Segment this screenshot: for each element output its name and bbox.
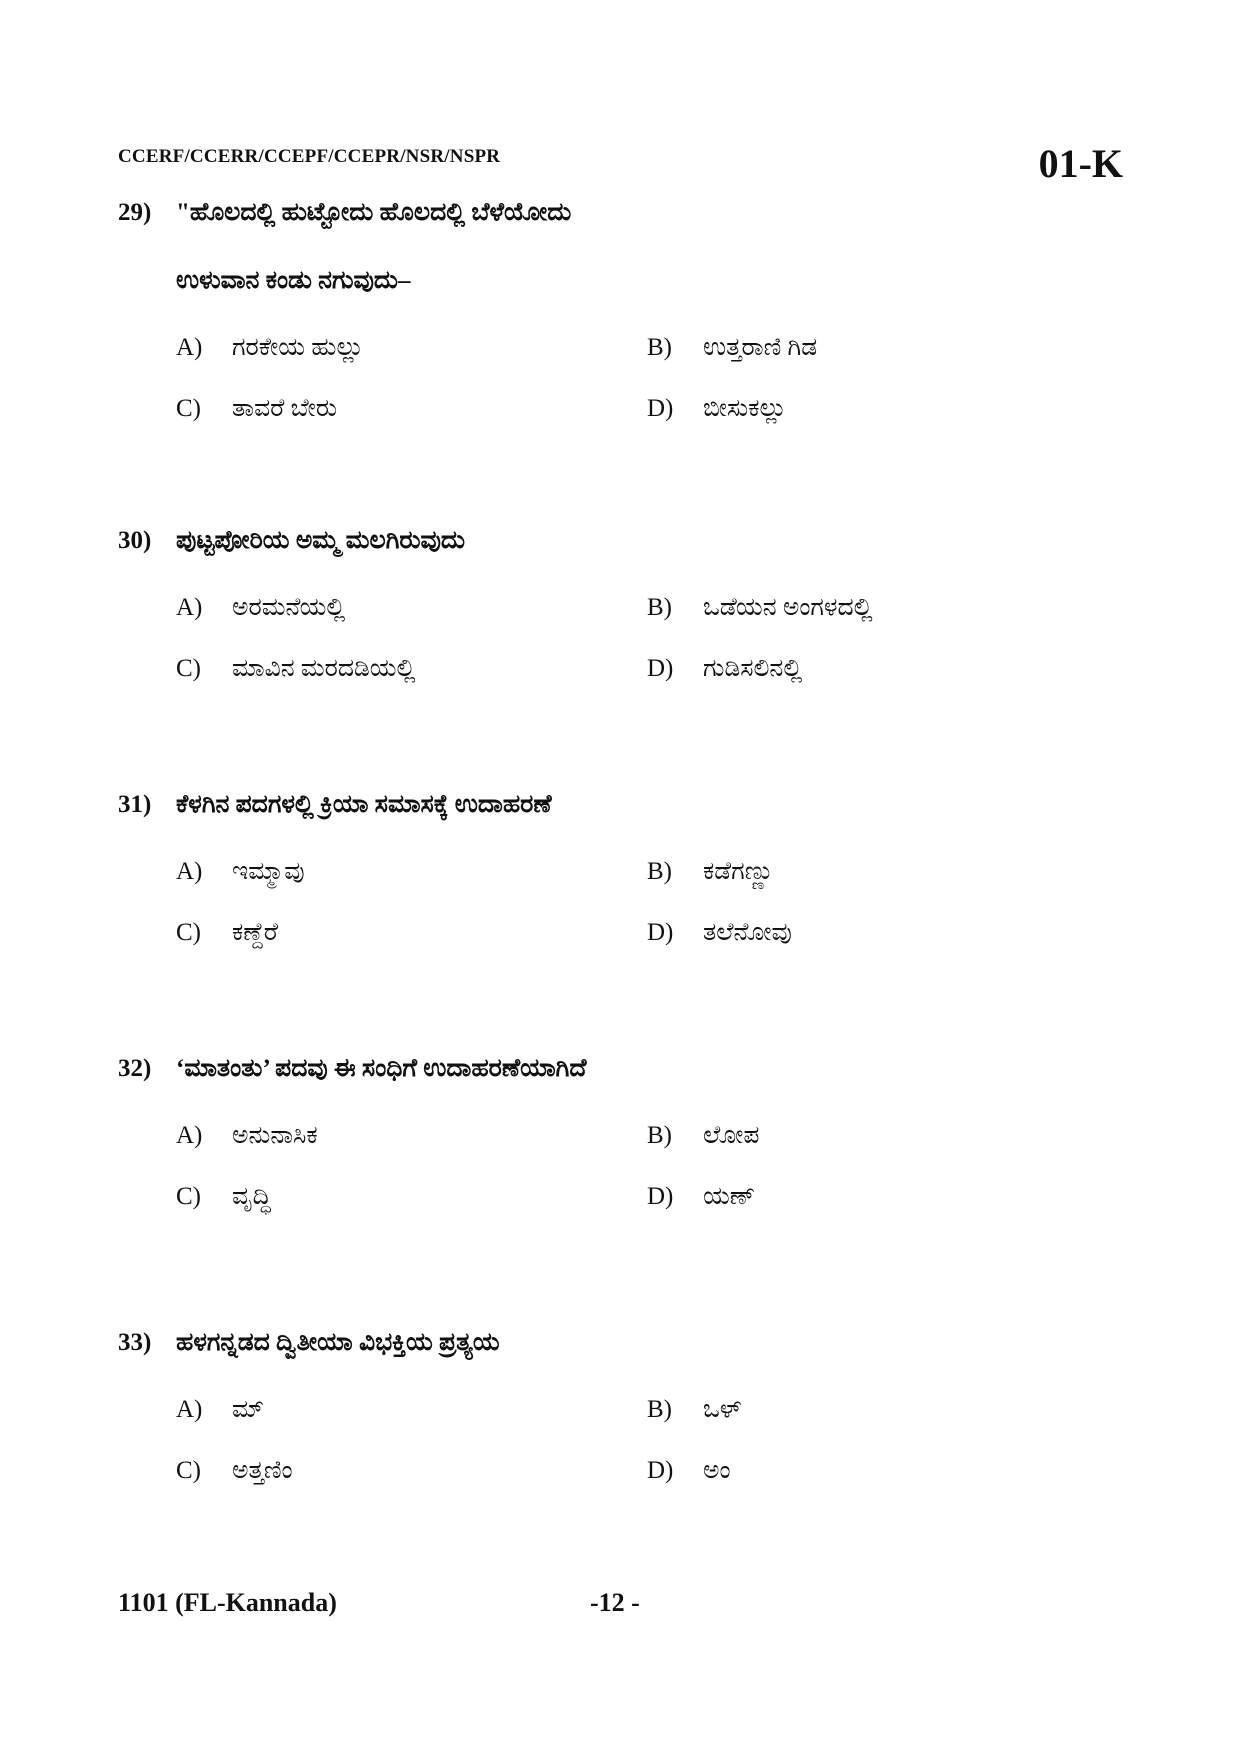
option-label: A) (176, 334, 203, 361)
header-exam-codes: CCERF/CCERR/CCEPF/CCEPR/NSR/NSPR (118, 146, 501, 167)
option-c[interactable] (176, 392, 647, 426)
options-row (176, 392, 1128, 426)
option-b[interactable] (647, 1393, 1118, 1427)
options-row (176, 331, 1128, 365)
options-row (176, 1119, 1128, 1153)
option-label: D) (647, 919, 674, 946)
option-b[interactable] (647, 331, 1118, 365)
option-label: A) (176, 594, 203, 621)
option-d[interactable] (647, 652, 1118, 686)
question-text: ‘ಮಾತಂತು’ ಪದವು ಈ ಸಂಧಿಗೆ ಉದಾಹರಣೆಯಾಗಿದೆ (176, 1055, 587, 1082)
option-d[interactable] (647, 916, 1118, 950)
option-a[interactable] (176, 331, 647, 365)
question-32 (118, 1052, 1128, 1214)
option-d[interactable] (647, 1454, 1118, 1488)
option-label: A) (176, 858, 203, 885)
question-text-line-2: ಉಳುವಾನ ಕಂಡು ನಗುವುದು– (176, 267, 411, 294)
page-number: -12 - (590, 1588, 640, 1617)
option-text: ವೃದ್ಧಿ (232, 1183, 271, 1210)
option-text: ಮ್ (232, 1396, 264, 1423)
question-number: 29) (118, 199, 152, 226)
option-c[interactable] (176, 1180, 647, 1214)
question-stem (118, 788, 1128, 822)
option-text: ಉತ್ತರಾಣಿ ಗಿಡ (703, 334, 818, 361)
option-text: ಇಮ್ಮಾವು (232, 858, 305, 885)
option-b[interactable] (647, 855, 1118, 889)
question-stem (118, 1052, 1128, 1086)
option-text: ಯಣ್ (703, 1183, 756, 1210)
footer-paper-code: 1101 (FL-Kannada) (118, 1588, 337, 1617)
option-text: ಕಡೆಗಣ್ಣು (703, 858, 774, 885)
option-label: B) (647, 1396, 672, 1423)
option-c[interactable] (176, 916, 647, 950)
option-a[interactable] (176, 591, 647, 625)
question-30 (118, 524, 1128, 686)
option-text: ಕಣ್ದೆರೆ (232, 919, 278, 946)
option-label: D) (647, 1457, 674, 1484)
question-stem (118, 196, 1128, 298)
option-label: C) (176, 919, 201, 946)
option-label: B) (647, 594, 672, 621)
option-text: ಬೀಸುಕಲ್ಲು (703, 395, 787, 422)
question-text: ಪುಟ್ಟಪೋರಿಯ ಅಮ್ಮ ಮಲಗಿರುವುದು (176, 527, 466, 554)
question-number: 32) (118, 1055, 152, 1082)
options-row (176, 652, 1128, 686)
option-a[interactable] (176, 1119, 647, 1153)
question-31 (118, 788, 1128, 950)
option-text: ಒಡೆಯನ ಅಂಗಳದಲ್ಲಿ (703, 594, 873, 621)
option-b[interactable] (647, 591, 1118, 625)
option-label: B) (647, 334, 672, 361)
option-label: B) (647, 858, 672, 885)
option-text: ಮಾವಿನ ಮರದಡಿಯಲ್ಲಿ (232, 655, 416, 682)
option-c[interactable] (176, 1454, 647, 1488)
question-33 (118, 1326, 1128, 1488)
option-text: ಅತ್ತಣಿಂ (232, 1457, 293, 1484)
option-text: ತಾವರೆ ಬೇರು (232, 395, 338, 422)
option-text: ಅಂ (703, 1457, 731, 1484)
option-text: ಗರಕೇಯ ಹುಲ್ಲು (232, 334, 364, 361)
option-c[interactable] (176, 652, 647, 686)
option-d[interactable] (647, 392, 1118, 426)
option-label: D) (647, 1183, 674, 1210)
options-row (176, 855, 1128, 889)
option-d[interactable] (647, 1180, 1118, 1214)
option-text: ಅರಮನೆಯಲ್ಲಿ (232, 594, 346, 621)
option-label: C) (176, 1457, 201, 1484)
question-number: 31) (118, 791, 152, 818)
option-a[interactable] (176, 855, 647, 889)
option-text: ಲೋಪ (703, 1122, 760, 1149)
option-b[interactable] (647, 1119, 1118, 1153)
option-label: B) (647, 1122, 672, 1149)
option-text: ಗುಡಿಸಲಿನಲ್ಲಿ (703, 655, 803, 682)
options-row (176, 591, 1128, 625)
option-label: D) (647, 395, 674, 422)
question-text: ಹಳಗನ್ನಡದ ದ್ವಿತೀಯಾ ವಿಭಕ್ತಿಯ ಪ್ರತ್ಯಯ (176, 1329, 500, 1356)
option-text: ಒಳ್ (703, 1396, 742, 1423)
question-text: "ಹೊಲದಲ್ಲಿ ಹುಟ್ಟೋದು ಹೊಲದಲ್ಲಿ ಬೆಳೆಯೋದು (176, 199, 572, 226)
question-29 (118, 196, 1128, 426)
question-number: 33) (118, 1329, 152, 1356)
option-text: ಅನುನಾಸಿಕ (232, 1122, 318, 1149)
paper-code: 01-K (1038, 141, 1123, 186)
option-label: C) (176, 395, 201, 422)
options-row (176, 1393, 1128, 1427)
question-stem (118, 1326, 1128, 1360)
option-label: D) (647, 655, 674, 682)
option-label: A) (176, 1396, 203, 1423)
option-label: C) (176, 1183, 201, 1210)
option-label: C) (176, 655, 201, 682)
question-stem (118, 524, 1128, 558)
options-row (176, 916, 1128, 950)
option-label: A) (176, 1122, 203, 1149)
option-a[interactable] (176, 1393, 647, 1427)
question-text: ಕೆಳಗಿನ ಪದಗಳಲ್ಲಿ ಕ್ರಿಯಾ ಸಮಾಸಕ್ಕೆ ಉದಾಹರಣೆ (176, 791, 552, 818)
options-row (176, 1454, 1128, 1488)
option-text: ತಲೆನೋವು (703, 919, 792, 946)
options-row (176, 1180, 1128, 1214)
question-number: 30) (118, 527, 152, 554)
